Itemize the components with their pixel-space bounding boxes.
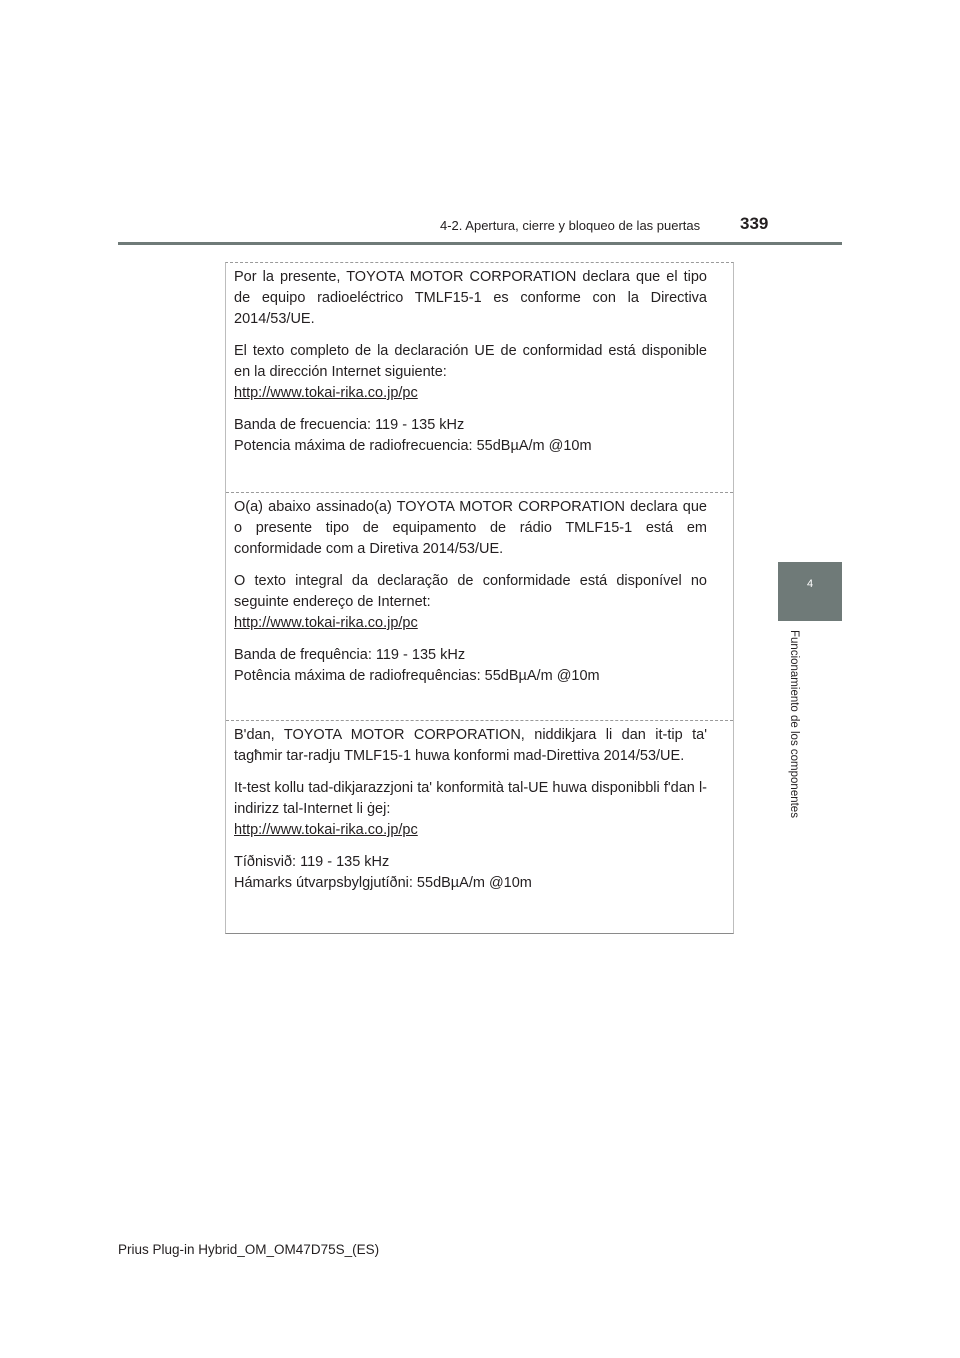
declaration-text: Por la presente, TOYOTA MOTOR CORPORATION declara que el tipo de equipo radioeléctrico TMLF15-1 es conforme con la Directiva 2014/53/UE.: [234, 269, 707, 327]
max-power-text: Potência máxima de radiofrequências: 55dBµA/m @10m: [234, 668, 600, 684]
running-header-section: 4-2. Apertura, cierre y bloqueo de las puertas: [440, 218, 701, 233]
notice-section-maltese: [226, 720, 733, 894]
max-power-text: Potencia máxima de radiofrecuencia: 55dBµA/m @10m: [234, 438, 592, 454]
header-rule: [118, 242, 842, 245]
technical-specs: [234, 415, 707, 457]
max-power-text: Hámarks útvarpsbylgjutíðni: 55dBµA/m @10m: [234, 875, 532, 891]
frequency-band-text: Banda de frequência: 119 - 135 kHz: [234, 647, 466, 663]
technical-specs: [234, 645, 707, 687]
conformity-notice-box: [225, 262, 734, 934]
technical-specs: [234, 852, 707, 894]
availability-sentence: El texto completo de la declaración UE de conformidad está disponible en la dirección Internet siguiente:: [234, 343, 707, 380]
chapter-title: Funcionamiento de los componentes: [788, 630, 800, 818]
page-number: 339: [740, 214, 769, 233]
declaration-url-link[interactable]: http://www.tokai-rika.co.jp/pc: [234, 615, 418, 631]
availability-text: [234, 778, 707, 841]
frequency-band-text: Banda de frecuencia: 119 - 135 kHz: [234, 417, 465, 433]
declaration-text: O(a) abaixo assinado(a) TOYOTA MOTOR CORPORATION declara que o presente tipo de equipamento de rádio TMLF15-1 está em conformidade com a Diretiva 2014/53/UE.: [234, 499, 707, 557]
footer-document-id: Prius Plug-in Hybrid_OM_OM47D75S_(ES): [118, 1242, 380, 1257]
notice-section-spanish: [226, 267, 733, 457]
notice-section-portuguese: [226, 492, 733, 687]
declaration-url-link[interactable]: http://www.tokai-rika.co.jp/pc: [234, 385, 418, 401]
chapter-tab: [778, 562, 842, 621]
frequency-band-text: Tíðnisvið: 119 - 135 kHz: [234, 854, 390, 870]
declaration-text: B'dan, TOYOTA MOTOR CORPORATION, niddikjara li dan it-tip ta' tagħmir tar-radju TMLF15-1 huwa konformi mad-Direttiva 2014/53/UE.: [234, 727, 707, 764]
availability-text: [234, 341, 707, 404]
chapter-number: 4: [806, 578, 814, 590]
availability-text: [234, 571, 707, 634]
availability-sentence: It-test kollu tad-dikjarazzjoni ta' konformità tal-UE huwa disponibbli f'dan l-indirizz tal-Internet li ġej:: [234, 780, 707, 817]
declaration-url-link[interactable]: http://www.tokai-rika.co.jp/pc: [234, 822, 418, 838]
availability-sentence: O texto integral da declaração de conformidade está disponível no seguinte endereço de Internet:: [234, 573, 707, 610]
